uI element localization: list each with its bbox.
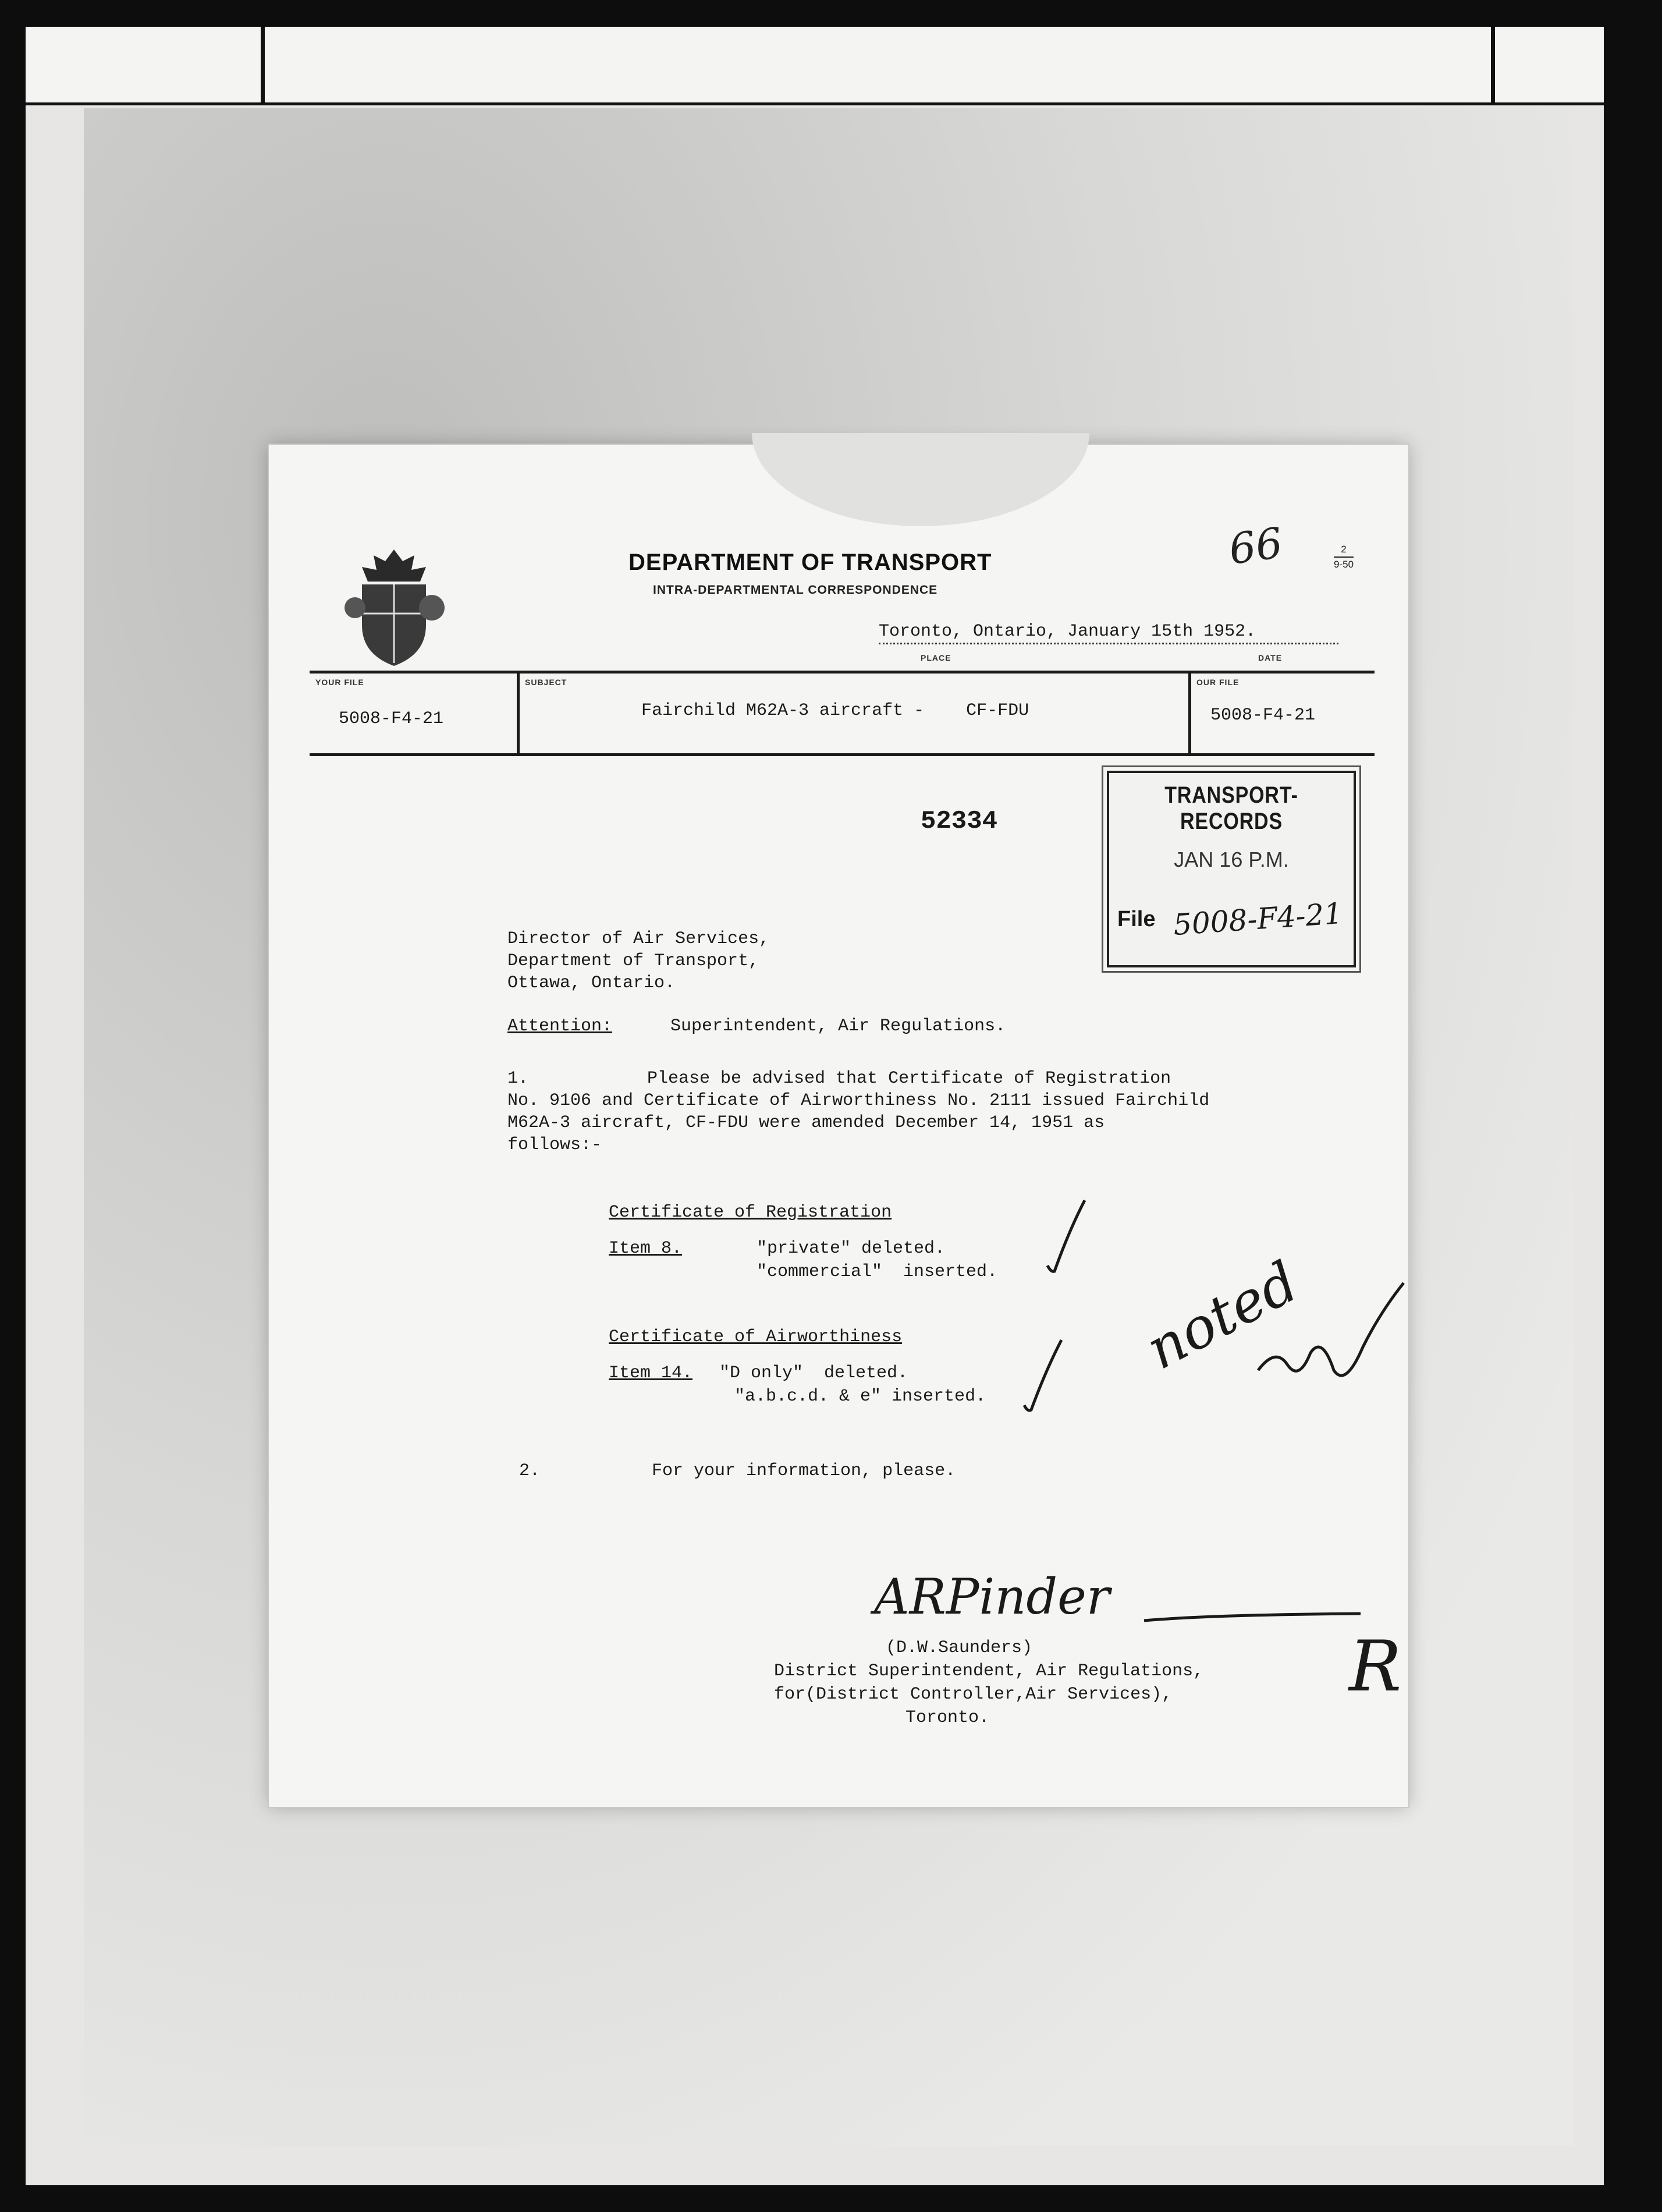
date-label: DATE (1258, 653, 1283, 662)
handwritten-signature: ARPinder (874, 1568, 1110, 1625)
page-notch (752, 433, 1089, 526)
place-date: Toronto, Ontario, January 15th 1952. (879, 622, 1338, 644)
form-number-bottom: 9-50 (1334, 558, 1354, 570)
coat-of-arms-icon (339, 544, 449, 672)
form-number-top: 2 (1334, 543, 1354, 558)
handwritten-initials-scribble (1252, 1277, 1409, 1394)
table-divider (1188, 671, 1191, 756)
handwritten-initial: R (1349, 1626, 1402, 1707)
attention-value: Superintendent, Air Regulations. (670, 1016, 1006, 1036)
registration-line: "private" deleted. (757, 1239, 946, 1259)
registration-heading: Certificate of Registration (609, 1203, 892, 1222)
our-file-value: 5008-F4-21 (1210, 706, 1316, 725)
signatory-title: District Superintendent, Air Regulations, (774, 1661, 1204, 1681)
stamp-title: TRANSPORT-RECORDS (1164, 782, 1298, 834)
registration-item-label: Item 8. (609, 1239, 683, 1259)
handwritten-page-number: 66 (1226, 518, 1286, 574)
memo-page (269, 445, 1408, 1807)
department-title: DEPARTMENT OF TRANSPORT (628, 550, 992, 575)
film-strip (26, 27, 1633, 105)
check-mark-icon (1020, 1335, 1066, 1417)
place-label: PLACE (921, 653, 951, 662)
subject-label: SUBJECT (525, 678, 567, 687)
subject-value: Fairchild M62A-3 aircraft - CF-FDU (641, 701, 1029, 721)
signatory-title: for(District Controller,Air Services), (774, 1685, 1173, 1704)
addressee-line: Director of Air Services, (507, 929, 770, 949)
paragraph-line: No. 9106 and Certificate of Airworthiness No. 2111 issued Fairchild (507, 1091, 1210, 1111)
airworthiness-item-label: Item 14. (609, 1363, 693, 1383)
signatory-name: (D.W.Saunders) (886, 1638, 1033, 1658)
paragraph-number: 2. (519, 1461, 541, 1481)
addressee-line: Ottawa, Ontario. (507, 973, 676, 993)
film-tick (1491, 27, 1495, 102)
registration-line: "commercial" inserted. (757, 1262, 998, 1282)
stamp-date: JAN 16 P.M. (1174, 848, 1289, 871)
airworthiness-heading: Certificate of Airworthiness (609, 1327, 903, 1347)
paragraph-line: follows:- (507, 1135, 602, 1155)
paragraph-number: 1. (507, 1069, 529, 1089)
check-mark-icon (1043, 1196, 1089, 1277)
film-frame (26, 27, 1633, 2185)
paragraph-line: Please be advised that Certificate of Registration (647, 1069, 1171, 1089)
airworthiness-line: "D only" deleted. (719, 1363, 908, 1383)
stamp-file-label: File (1117, 907, 1156, 931)
film-tick (261, 27, 265, 102)
your-file-value: 5008-F4-21 (339, 709, 444, 729)
records-stamp (1107, 771, 1356, 967)
handwritten-noted: noted (1135, 1249, 1309, 1383)
paragraph-line: M62A-3 aircraft, CF-FDU were amended December 14, 1951 as (507, 1113, 1105, 1133)
stamp-file-value: 5008-F4-21 (1172, 896, 1344, 942)
addressee-line: Department of Transport, (507, 951, 759, 971)
our-file-label: OUR FILE (1196, 678, 1240, 687)
table-top-rule (310, 671, 1375, 673)
airworthiness-line: "a.b.c.d. & e" inserted. (734, 1387, 986, 1406)
reference-number: 52334 (921, 807, 998, 836)
attention-label: Attention: (507, 1016, 613, 1036)
form-number (1334, 543, 1354, 572)
table-divider (517, 671, 520, 756)
your-file-label: YOUR FILE (315, 678, 364, 687)
signatory-title: Toronto. (905, 1708, 990, 1728)
table-bottom-rule (310, 753, 1375, 756)
paragraph-line: For your information, please. (652, 1461, 956, 1481)
film-edge (1604, 27, 1633, 2185)
signature-tail (1142, 1603, 1363, 1626)
correspondence-subtitle: INTRA-DEPARTMENTAL CORRESPONDENCE (653, 583, 938, 597)
